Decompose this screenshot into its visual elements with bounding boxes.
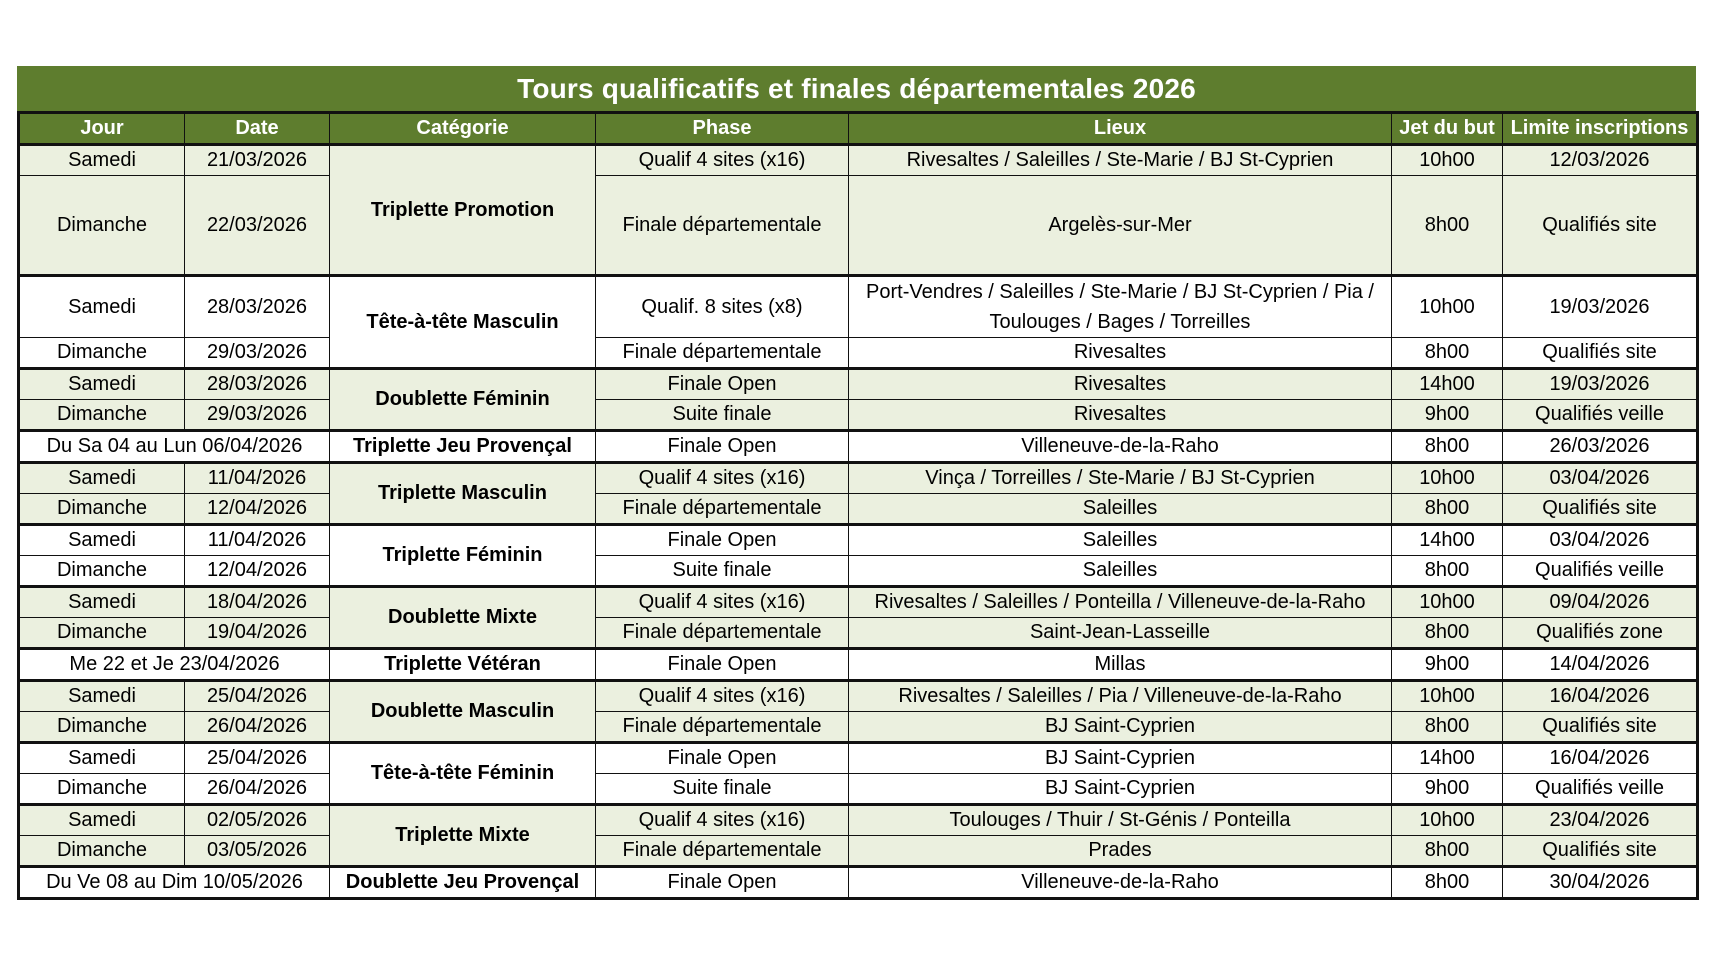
cell-lieux: Rivesaltes / Saleilles / Ponteilla / Villeneuve-de-la-Raho — [849, 587, 1392, 618]
table-row — [19, 743, 1698, 774]
cell-date: 19/04/2026 — [185, 618, 330, 649]
cell-jour: Dimanche — [19, 836, 185, 867]
cell-lieux: Saleilles — [849, 494, 1392, 525]
cell-date: 11/04/2026 — [185, 525, 330, 556]
cell-category: Triplette Promotion — [330, 145, 596, 276]
cell-phase: Suite finale — [596, 400, 849, 431]
cell-limite: 30/04/2026 — [1503, 867, 1698, 899]
cell-lieux: Argelès-sur-Mer — [849, 176, 1392, 276]
cell-limite: Qualifiés site — [1503, 712, 1698, 743]
cell-date: 12/04/2026 — [185, 556, 330, 587]
cell-category: Triplette Vétéran — [330, 649, 596, 681]
cell-lieux: Saleilles — [849, 525, 1392, 556]
table-title: Tours qualificatifs et finales départementales 2026 — [17, 66, 1696, 111]
cell-jet: 14h00 — [1392, 369, 1503, 400]
cell-limite: 14/04/2026 — [1503, 649, 1698, 681]
cell-jour: Samedi — [19, 743, 185, 774]
cell-jet: 8h00 — [1392, 618, 1503, 649]
table-row — [19, 867, 1698, 899]
cell-category: Triplette Jeu Provençal — [330, 431, 596, 463]
col-header-jet: Jet du but — [1392, 113, 1503, 145]
cell-jet: 10h00 — [1392, 805, 1503, 836]
cell-phase: Finale Open — [596, 649, 849, 681]
cell-date: 26/04/2026 — [185, 712, 330, 743]
cell-jet: 8h00 — [1392, 176, 1503, 276]
cell-lieux: BJ Saint-Cyprien — [849, 774, 1392, 805]
cell-jour: Samedi — [19, 369, 185, 400]
cell-phase: Qualif. 8 sites (x8) — [596, 276, 849, 338]
cell-limite: Qualifiés site — [1503, 176, 1698, 276]
cell-lieux: BJ Saint-Cyprien — [849, 743, 1392, 774]
cell-date: 03/05/2026 — [185, 836, 330, 867]
cell-date: 29/03/2026 — [185, 400, 330, 431]
table-row — [19, 400, 1698, 431]
cell-limite: Qualifiés zone — [1503, 618, 1698, 649]
cell-jet: 9h00 — [1392, 400, 1503, 431]
cell-date: 02/05/2026 — [185, 805, 330, 836]
cell-phase: Finale Open — [596, 743, 849, 774]
cell-limite: 12/03/2026 — [1503, 145, 1698, 176]
cell-jet: 10h00 — [1392, 587, 1503, 618]
cell-date: 28/03/2026 — [185, 369, 330, 400]
cell-lieux: Millas — [849, 649, 1392, 681]
cell-jet: 9h00 — [1392, 774, 1503, 805]
schedule-table — [17, 111, 1699, 900]
cell-category: Doublette Mixte — [330, 587, 596, 649]
cell-jet: 8h00 — [1392, 338, 1503, 369]
cell-date: 11/04/2026 — [185, 463, 330, 494]
cell-lieux: Saint-Jean-Lasseille — [849, 618, 1392, 649]
cell-jour: Samedi — [19, 463, 185, 494]
cell-phase: Suite finale — [596, 774, 849, 805]
cell-jet: 8h00 — [1392, 867, 1503, 899]
cell-phase: Finale départementale — [596, 712, 849, 743]
cell-jour: Dimanche — [19, 176, 185, 276]
cell-phase: Finale départementale — [596, 836, 849, 867]
cell-date: 21/03/2026 — [185, 145, 330, 176]
cell-limite: 16/04/2026 — [1503, 681, 1698, 712]
cell-lieux: Rivesaltes / Saleilles / Ste-Marie / BJ St-Cyprien — [849, 145, 1392, 176]
table-row — [19, 556, 1698, 587]
cell-category: Triplette Féminin — [330, 525, 596, 587]
cell-jet: 8h00 — [1392, 494, 1503, 525]
cell-phase: Qualif 4 sites (x16) — [596, 587, 849, 618]
table-row — [19, 431, 1698, 463]
cell-limite: Qualifiés veille — [1503, 774, 1698, 805]
cell-phase: Suite finale — [596, 556, 849, 587]
col-header-jour: Jour — [19, 113, 185, 145]
cell-limite: 26/03/2026 — [1503, 431, 1698, 463]
table-row — [19, 618, 1698, 649]
cell-lieux: Toulouges / Thuir / St-Génis / Ponteilla — [849, 805, 1392, 836]
cell-lieux: Villeneuve-de-la-Raho — [849, 867, 1392, 899]
cell-jet: 10h00 — [1392, 463, 1503, 494]
schedule-sheet — [17, 66, 1696, 900]
cell-jet: 9h00 — [1392, 649, 1503, 681]
cell-jour: Dimanche — [19, 338, 185, 369]
cell-limite: 16/04/2026 — [1503, 743, 1698, 774]
cell-category: Triplette Masculin — [330, 463, 596, 525]
cell-limite: 03/04/2026 — [1503, 525, 1698, 556]
col-header-phase: Phase — [596, 113, 849, 145]
cell-phase: Finale départementale — [596, 338, 849, 369]
cell-merged-dates: Du Sa 04 au Lun 06/04/2026 — [19, 431, 330, 463]
cell-jour: Dimanche — [19, 400, 185, 431]
table-row — [19, 145, 1698, 176]
table-row — [19, 649, 1698, 681]
cell-category: Tête-à-tête Féminin — [330, 743, 596, 805]
cell-merged-dates: Me 22 et Je 23/04/2026 — [19, 649, 330, 681]
table-row — [19, 494, 1698, 525]
table-row — [19, 369, 1698, 400]
cell-category: Doublette Jeu Provençal — [330, 867, 596, 899]
cell-lieux: Rivesaltes — [849, 369, 1392, 400]
cell-jour: Dimanche — [19, 556, 185, 587]
cell-limite: Qualifiés site — [1503, 494, 1698, 525]
table-row — [19, 681, 1698, 712]
col-header-limite: Limite inscriptions — [1503, 113, 1698, 145]
cell-jet: 10h00 — [1392, 145, 1503, 176]
col-header-date: Date — [185, 113, 330, 145]
table-row — [19, 805, 1698, 836]
cell-jour: Samedi — [19, 805, 185, 836]
cell-jour: Dimanche — [19, 712, 185, 743]
cell-category: Doublette Masculin — [330, 681, 596, 743]
cell-jour: Samedi — [19, 587, 185, 618]
cell-phase: Qualif 4 sites (x16) — [596, 463, 849, 494]
cell-jet: 8h00 — [1392, 836, 1503, 867]
cell-jet: 10h00 — [1392, 681, 1503, 712]
cell-phase: Finale départementale — [596, 176, 849, 276]
cell-phase: Finale Open — [596, 525, 849, 556]
table-row — [19, 338, 1698, 369]
cell-merged-dates: Du Ve 08 au Dim 10/05/2026 — [19, 867, 330, 899]
cell-jour: Samedi — [19, 145, 185, 176]
cell-jour: Dimanche — [19, 494, 185, 525]
cell-date: 26/04/2026 — [185, 774, 330, 805]
cell-phase: Finale départementale — [596, 494, 849, 525]
cell-limite: Qualifiés veille — [1503, 400, 1698, 431]
cell-lieux: Villeneuve-de-la-Raho — [849, 431, 1392, 463]
cell-lieux: Rivesaltes — [849, 400, 1392, 431]
cell-phase: Qualif 4 sites (x16) — [596, 681, 849, 712]
cell-phase: Finale Open — [596, 369, 849, 400]
cell-lieux: Rivesaltes — [849, 338, 1392, 369]
col-header-categorie: Catégorie — [330, 113, 596, 145]
cell-jet: 8h00 — [1392, 431, 1503, 463]
table-row — [19, 836, 1698, 867]
cell-lieux: Prades — [849, 836, 1392, 867]
cell-phase: Finale Open — [596, 867, 849, 899]
cell-jour: Dimanche — [19, 774, 185, 805]
cell-date: 22/03/2026 — [185, 176, 330, 276]
cell-limite: Qualifiés site — [1503, 338, 1698, 369]
table-row — [19, 463, 1698, 494]
cell-lieux: Saleilles — [849, 556, 1392, 587]
cell-limite: 19/03/2026 — [1503, 369, 1698, 400]
cell-phase: Finale Open — [596, 431, 849, 463]
table-row — [19, 525, 1698, 556]
cell-date: 25/04/2026 — [185, 681, 330, 712]
table-row — [19, 774, 1698, 805]
col-header-lieux: Lieux — [849, 113, 1392, 145]
cell-limite: Qualifiés veille — [1503, 556, 1698, 587]
cell-limite: 23/04/2026 — [1503, 805, 1698, 836]
cell-date: 25/04/2026 — [185, 743, 330, 774]
table-row — [19, 712, 1698, 743]
cell-limite: Qualifiés site — [1503, 836, 1698, 867]
cell-jet: 8h00 — [1392, 712, 1503, 743]
cell-jet: 8h00 — [1392, 556, 1503, 587]
cell-jet: 14h00 — [1392, 525, 1503, 556]
cell-limite: 19/03/2026 — [1503, 276, 1698, 338]
cell-phase: Qualif 4 sites (x16) — [596, 805, 849, 836]
table-row — [19, 276, 1698, 338]
cell-jet: 10h00 — [1392, 276, 1503, 338]
cell-jour: Samedi — [19, 681, 185, 712]
cell-category: Tête-à-tête Masculin — [330, 276, 596, 369]
cell-phase: Finale départementale — [596, 618, 849, 649]
cell-date: 18/04/2026 — [185, 587, 330, 618]
cell-limite: 03/04/2026 — [1503, 463, 1698, 494]
cell-date: 28/03/2026 — [185, 276, 330, 338]
table-row — [19, 587, 1698, 618]
cell-date: 29/03/2026 — [185, 338, 330, 369]
cell-lieux: Rivesaltes / Saleilles / Pia / Villeneuve-de-la-Raho — [849, 681, 1392, 712]
table-row — [19, 176, 1698, 276]
cell-lieux: Port-Vendres / Saleilles / Ste-Marie / BJ St-Cyprien / Pia / Toulouges / Bages / Torreilles — [849, 276, 1392, 338]
cell-lieux: BJ Saint-Cyprien — [849, 712, 1392, 743]
cell-jet: 14h00 — [1392, 743, 1503, 774]
cell-jour: Dimanche — [19, 618, 185, 649]
cell-lieux: Vinça / Torreilles / Ste-Marie / BJ St-Cyprien — [849, 463, 1392, 494]
cell-date: 12/04/2026 — [185, 494, 330, 525]
cell-jour: Samedi — [19, 525, 185, 556]
cell-jour: Samedi — [19, 276, 185, 338]
cell-phase: Qualif 4 sites (x16) — [596, 145, 849, 176]
cell-limite: 09/04/2026 — [1503, 587, 1698, 618]
header-row — [19, 113, 1698, 145]
cell-category: Triplette Mixte — [330, 805, 596, 867]
cell-category: Doublette Féminin — [330, 369, 596, 431]
